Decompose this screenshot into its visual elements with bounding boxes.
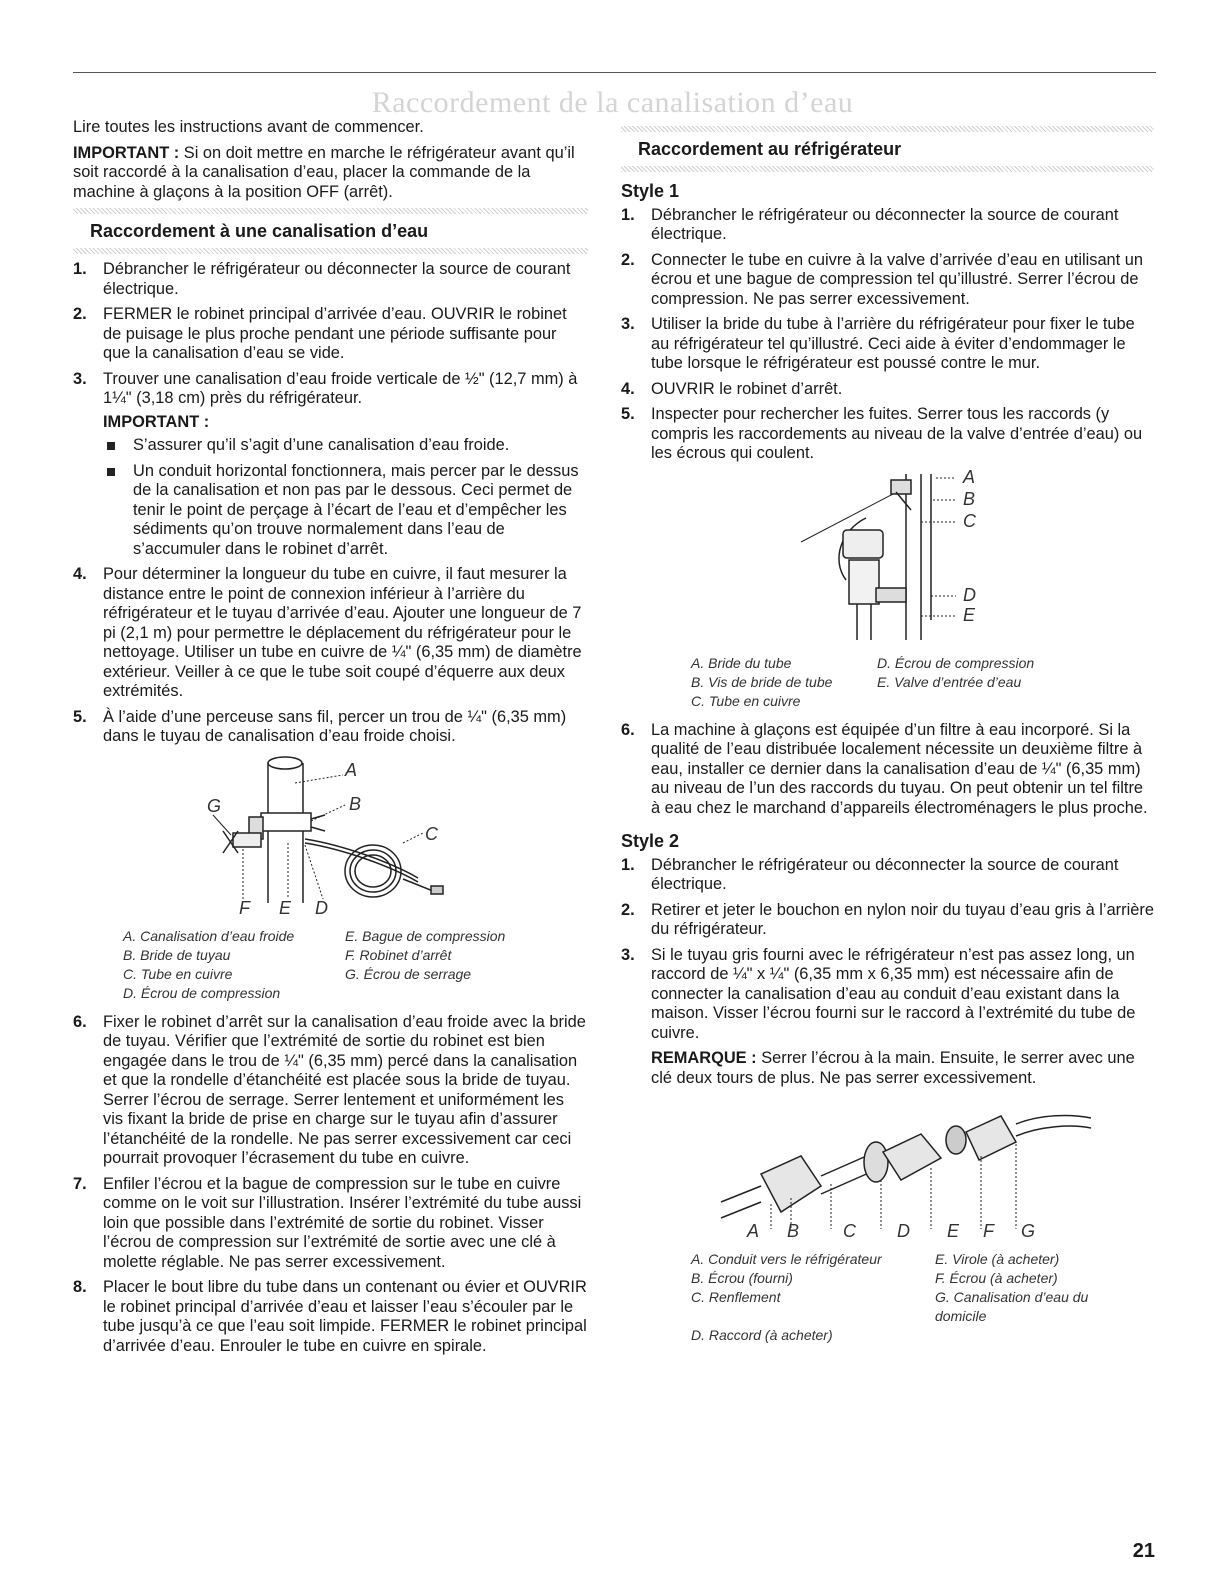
remark-text: Serrer l’écrou à la main. Ensuite, le serrer avec une clé deux tours de plus. Ne pas serrer excessivement. [651, 1049, 1135, 1087]
figure-shutoff-valve [73, 753, 588, 921]
step3-important-label: IMPORTANT : [103, 412, 210, 431]
list-item: 2. Connecter le tube en cuivre à la valve d’arrivée d’eau en utilisant un écrou et une bague de compression tel qu’illustré. Serrer l’écrou de compression. Ne pas serrer excessivement. [621, 250, 1144, 308]
figure-letter: F [239, 897, 250, 918]
hatch-divider [621, 166, 1154, 172]
figure-letter: G [207, 795, 222, 816]
top-rule [73, 72, 1156, 73]
step3-bullets [103, 436, 588, 559]
left-column [73, 118, 588, 1362]
intro-read-first: Lire toutes les instructions avant de commencer. [73, 118, 424, 136]
left-heading-text: Raccordement à une canalisation d’eau [90, 221, 429, 241]
list-item: 5. À l’aide d’une perceuse sans fil, percer un trou de ¼" (6,35 mm) dans le tuyau de canalisation d’eau froide choisi. [73, 707, 567, 745]
figure-letter: G [1021, 1221, 1036, 1241]
hatch-divider [621, 126, 1154, 132]
figure-letter: C [963, 510, 976, 531]
style1-steps [621, 206, 1154, 464]
bullet-item: Un conduit horizontal fonctionnera, mais percer par le dessus de la canalisation et non pas par le dessous. Ceci permet de tenir le point de perçage à l’écart de l’eau et d’empêcher les sédiments qu’on trouve normalement dans l’eau de s’accumuler dans le robinet d’arrêt. [103, 462, 588, 560]
figure-letter: E [947, 1221, 960, 1241]
list-item: 3. Si le tuyau gris fourni avec le réfrigérateur n’est pas assez long, un raccord de ¼" x ¼" (6,35 mm x 6,35 mm) est nécessaire afin de connecter la canalisation d’eau au conduit d’eau existant dans la maison. Visser l’écrou fourni sur le raccord à l’extrémité du tube de cuivre. REMARQUE : Serrer l’écrou à la main. Ensuite, le serrer avec une clé deux tours de plus. Ne pas serrer excessivement. [621, 946, 1154, 1089]
figure-letter: A [345, 759, 358, 780]
list-item: 4. Pour déterminer la longueur du tube en cuivre, il faut mesurer la distance entre le point de connexion inférieur à l’arrière du réfrigérateur et le tuyau d’arrivée d’eau. Ajouter une longueur de 7 pi (2,1 m) pour permettre le déplacement du réfrigérateur pour le nettoyage. Utiliser un tube en cuivre de ¼" (6,35 mm) de diamètre extérieur. Veiller à ce que le tube soit coupé d’équerre aux deux extrémités. [73, 565, 582, 700]
right-section-heading [621, 126, 1154, 172]
intro-important-label: IMPORTANT : [73, 143, 180, 162]
hatch-divider [73, 208, 588, 214]
list-item: 6. Fixer le robinet d’arrêt sur la canalisation d’eau froide avec la bride de tuyau. Vérifier que l’extrémité de sortie du robinet est bien engagée dans le trou de ¼" (6,35 mm) percé dans la canalisation et que la rondelle d’étanchéité est placée sous la bride de tuyau. Serrer l’écrou de serrage. Serrer lentement et uniformément les vis fixant la bride de prise en charge sur le tuyau afin d’assurer l’étanchéité de la rondelle. Ne pas serrer excessivement car ceci pourrait provoquer l’écrasement du tube en cuivre. [73, 1012, 586, 1167]
fittings-illustration [621, 1094, 1154, 1244]
figure-legend: A. Bride du tube D. Écrou de compression B. Vis de bride de tube E. Valve d’entrée d’eau C. Tube en cuivre [691, 654, 1035, 709]
list-item: 1. Débrancher le réfrigérateur ou déconnecter la source de courant électrique. [621, 205, 1119, 243]
list-item: 4. OUVRIR le robinet d’arrêt. [621, 379, 843, 398]
intro-important-text: Si on doit mettre en marche le réfrigérateur avant qu’il soit raccordé à la canalisation d’eau, placer la commande de la machine à glaçons à la position OFF (arrêt). [73, 143, 575, 201]
list-item: 8. Placer le bout libre du tube dans un contenant ou évier et OUVRIR le robinet principal d’arrivée d’eau et laisser l’eau s’écouler par le tube jusqu’à ce que l’eau soit limpide. FERMER le robinet principal d’arrivée d’eau. Enrouler le tube en cuivre en spirale. [73, 1278, 587, 1355]
list-item: 1. Débrancher le réfrigérateur ou déconnecter la source de courant électrique. [73, 260, 571, 298]
bullet-item: S’assurer qu’il s’agit d’une canalisation d’eau froide. [103, 436, 588, 456]
figure-letter: B [349, 793, 362, 814]
style1-title: Style 1 [621, 181, 680, 201]
page-title: Raccordement de la canalisation d’eau [371, 86, 854, 119]
shutoff-valve-illustration [73, 753, 588, 921]
left-steps-continued [73, 1013, 588, 1357]
remark [651, 1049, 1154, 1088]
intro-important [73, 144, 588, 203]
figure-letter: D [897, 1221, 910, 1241]
list-item: 7. Enfiler l’écrou et la bague de compression sur le tube en cuivre comme on le voit sur l’illustration. Insérer l’extrémité du tube aussi loin que possible dans l’extrémité de sortie du robinet. Visser l’écrou de compression sur l’extrémité de sortie avec une clé à molette réglable. Ne pas serrer excessivement. [73, 1174, 582, 1271]
left-section-heading [73, 208, 588, 254]
figure-letter: A [747, 1221, 760, 1241]
figure-legend: A. Conduit vers le réfrigérateur E. Virole (à acheter) B. Écrou (fourni) F. Écrou (à acheter) C. Renflement G. Canalisation d’eau du domicile D. Raccord (à acheter) [691, 1251, 1089, 1343]
figure-letter: C [425, 823, 438, 844]
list-item: 2. FERMER le robinet principal d’arrivée d’eau. OUVRIR le robinet de puisage le plus proche pendant une période suffisante pour que la canalisation d’eau se vide. [73, 305, 567, 362]
figure-water-inlet [621, 466, 1154, 648]
figure-fittings [621, 1094, 1154, 1244]
right-heading-text: Raccordement au réfrigérateur [638, 139, 902, 159]
list-item: 6. La machine à glaçons est équipée d’un filtre à eau incorporé. Si la qualité de l’eau distribuée localement nécessite un deuxième filtre à eau, installer ce dernier dans la canalisation d’eau de ¼" (6,35 mm) au niveau de l’un des raccords du tuyau. On peut obtenir un tel filtre à eau chez le marchand d’appareils électroménagers le plus proche. [621, 720, 1148, 817]
figure-letter: B [963, 488, 976, 509]
figure-letter: B [787, 1221, 800, 1241]
left-steps [73, 260, 588, 747]
list-item: 5. Inspecter pour rechercher les fuites. Serrer tous les raccords (y compris les raccordements au niveau de la valve d’entrée d’eau) ou les écrous qui coulent. [621, 405, 1143, 462]
figure-letter: A [963, 466, 976, 487]
style2-steps [621, 856, 1154, 1089]
style2-title: Style 2 [621, 831, 680, 851]
figure-letter: E [963, 604, 976, 625]
list-item: 3. Trouver une canalisation d’eau froide verticale de ½" (12,7 mm) à 1¼" (3,18 cm) près du réfrigérateur. IMPORTANT : S’assurer qu’il s’agit d’une canalisation d’eau froide. Un conduit horizontal fonctionnera, mais percer par le dessus de la canalisation et non pas par le dessous. Ceci permet de tenir le point de perçage à l’écart de l’eau et d’empêcher les sédiments qu’on trouve normalement dans l’eau de s’accumuler dans le robinet d’arrêt. [73, 370, 588, 560]
figure-legend: A. Canalisation d’eau froide E. Bague de compression B. Bride de tuyau F. Robinet d’arrêt C. Tube en cuivre G. Écrou de serrage D. Écrou de compression [123, 927, 506, 1001]
figure-letter: D [963, 584, 976, 605]
figure-letter: C [843, 1221, 856, 1241]
figure-letter: E [279, 897, 292, 918]
style1-step6 [621, 721, 1154, 819]
remark-label: REMARQUE : [651, 1049, 757, 1067]
right-column [621, 118, 1154, 1355]
list-item: 1. Débrancher le réfrigérateur ou déconnecter la source de courant électrique. [621, 855, 1119, 893]
figure-letter: F [983, 1221, 994, 1241]
figure-letter: D [315, 897, 328, 918]
water-inlet-illustration [621, 466, 1154, 648]
hatch-divider [73, 248, 588, 254]
list-item: 3. Utiliser la bride du tube à l’arrière du réfrigérateur pour fixer le tube au réfrigérateur tel qu’illustré. Ceci aide à éviter d’endommager le tube lorsque le réfrigérateur est poussé contre le mur. [621, 315, 1135, 372]
list-item: 2. Retirer et jeter le bouchon en nylon noir du tuyau d’eau gris à l’arrière du réfrigérateur. [621, 900, 1154, 938]
page-number: 21 [1132, 1540, 1155, 1562]
